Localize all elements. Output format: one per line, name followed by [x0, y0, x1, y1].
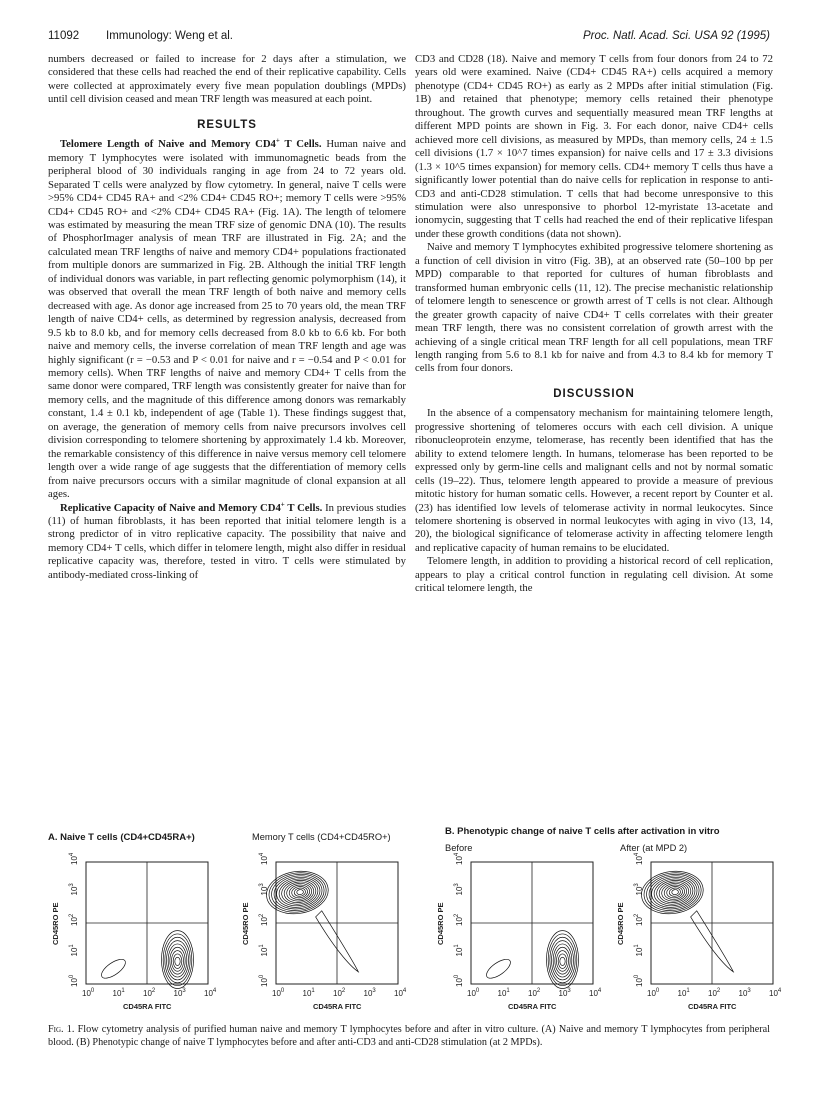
y-tick-label: $10^4$ [259, 852, 269, 865]
memory-plot-title: Memory T cells (CD4+CD45RO+) [252, 832, 391, 842]
y-tick-label: $10^4$ [634, 852, 644, 865]
x-tick-label: $10^3$ [173, 988, 186, 998]
figure-caption [48, 1024, 770, 1049]
x-axis-label: CD45RA FITC [688, 1002, 737, 1011]
contour-line [175, 957, 180, 965]
caption-label: Fig. 1. [48, 1024, 75, 1035]
x-tick-label: $10^0$ [647, 988, 660, 998]
contour-line [560, 957, 565, 965]
right-paragraph-4: Telomere length, in addition to providing a historical record of cell replication, appears to play a critical control function in regulating cell division. At some critical telomere length, the [415, 555, 773, 595]
y-axis-label: CD45RO PE [51, 902, 60, 945]
flow-plot-naive-a [48, 850, 228, 1020]
x-tick-label: $10^3$ [558, 988, 571, 998]
y-tick-label: $10^0$ [259, 974, 269, 987]
x-tick-label: $10^4$ [769, 988, 782, 998]
contour-line [558, 954, 567, 968]
x-axis-label: CD45RA FITC [123, 1002, 172, 1011]
right-paragraph-3: In the absence of a compensatory mechanism for maintaining telomere length, progressive shortening of telomeres occurs with each cell division. A unique ribonucleoprotein enzyme, telomerase, has recently been identified that has the ability to extend telomere length. In humans, telomerase has been reported to be expressed only by germ-line cells and malignant cells and not by normal somatic cells (19–22). Thus, telomere length appeared to provide a measure of previous mitotic history for human somatic cells. However, a recent report by Counter et al. (23) has identified low levels of telomerase activity in normal leukocytes. Since telomere shortening is observed in normal leukocytes with aging in vivo (13, 14, 20), the biological significance of telomerase activity in affecting telomere length and replicative capacity of human remains to be elucidated. [415, 407, 773, 554]
contour-line [170, 947, 185, 974]
y-tick-label: $10^2$ [69, 913, 79, 926]
contour-line [484, 956, 514, 982]
discussion-heading: DISCUSSION [553, 387, 635, 400]
contour-line [548, 934, 577, 986]
telomere-heading: Telomere Length of Naive and Memory CD4+ T Cells. [60, 136, 322, 151]
right-paragraph-1: CD3 and CD28 (18). Naive and memory T cells from four donors from 24 to 72 years old were examined. Naive (CD4+ CD45 RA+) cells acquired a memory phenotype (CD4+ CD45 RO+) as early as 2 MPDs after initial stimulation (Fig. 1B) and retained that phenotype; memory cells retained their phenotype throughout. The growth curves and sequentially measured mean TRF lengths at different MPD points are shown in Fig. 3. For each donor, naive CD4+ cells achieved more cell divisions, as measured by MPDs, than memory cells, 24 ± 1.5 cell divisions (1.7 × 10^7 times expansion) for naive cells and 17 ± 3.3 divisions (1.3 × 10^5 times expansion) for memory cells. CD4+ memory T cells thus have a significantly lower potential than do naive cells for replication in response to anti-CD3 and anti-CD28 stimulation. T cells that had become unresponsive to this stimulation were also unresponsive to phorbol 12-myristate 13-acetate and ionomycin, suggesting that T cells had reached the end of their replicative lifespan under these growth conditions (data not shown). [415, 53, 773, 240]
x-tick-label: $10^0$ [467, 988, 480, 998]
x-tick-label: $10^0$ [82, 988, 95, 998]
panel-b-title: B. Phenotypic change of naive T cells after activation in vitro [445, 826, 720, 837]
x-tick-label: $10^2$ [528, 988, 541, 998]
y-tick-label: $10^1$ [259, 944, 269, 957]
x-tick-label: $10^3$ [363, 988, 376, 998]
contour-line [168, 944, 187, 977]
y-tick-label: $10^1$ [454, 944, 464, 957]
contour-line [296, 889, 303, 895]
after-label: After (at MPD 2) [620, 843, 688, 853]
y-axis-label: CD45RO PE [241, 902, 250, 945]
x-tick-label: $10^4$ [589, 988, 602, 998]
telomere-paragraph [48, 138, 406, 501]
replicative-heading: Replicative Capacity of Naive and Memory CD4+ T Cells. [60, 499, 323, 514]
flow-plot-before-b [433, 850, 613, 1020]
panel-a-title: A. Naive T cells (CD4+CD45RA+) [48, 832, 195, 843]
right-paragraph-2: Naive and memory T lymphocytes exhibited progressive telomere shortening as a function of cell division in vitro (Fig. 3B), at an observed rate (50–100 bp per MPD) comparable to that reported for cultures of human fibroblasts and transformed human embryonic cells (11, 12). The precise mechanistic relationship of telomere length to senescence or growth arrest of T cells is not clear. Although the greater growth capacity of naive CD4+ T cells correlates with their greater mean TRF length, there was no consistent correlation of growth arrest with the achieving of a single critical mean TRF length for all cell populations, mean TRF length ranging from 5.6 to 8.1 kb for naive and from 4.3 to 8.4 kb for memory T cells from four donors. [415, 241, 773, 375]
x-tick-label: $10^1$ [302, 988, 315, 998]
y-tick-label: $10^0$ [69, 974, 79, 987]
contour-line [671, 889, 678, 895]
x-tick-label: $10^2$ [333, 988, 346, 998]
y-tick-label: $10^1$ [634, 944, 644, 957]
y-axis-label: CD45RO PE [436, 902, 445, 945]
left-column [48, 53, 406, 582]
journal-citation: Proc. Natl. Acad. Sci. USA 92 (1995) [582, 30, 770, 42]
y-tick-label: $10^3$ [259, 883, 269, 896]
flow-plot-after-b [613, 850, 793, 1020]
page-header [48, 30, 770, 46]
caption-text: Flow cytometry analysis of purified human naive and memory T lymphocytes before and after in vitro culture. (A) Naive and memory T lymphocytes from peripheral blood. (B) Phenotypic change of naive T lymphocytes before and after anti-CD3 and anti-CD28 stimulation (at 2 MPDs). [48, 1024, 770, 1048]
y-tick-label: $10^1$ [69, 944, 79, 957]
flow-plot-memory-a [238, 850, 418, 1020]
x-axis-label: CD45RA FITC [508, 1002, 557, 1011]
contour-line [277, 876, 319, 908]
y-tick-label: $10^4$ [69, 852, 79, 865]
replicative-paragraph [48, 499, 406, 583]
contour-line [553, 944, 572, 977]
x-tick-label: $10^2$ [708, 988, 721, 998]
figure-1 [40, 826, 780, 1016]
contour-line [99, 956, 129, 982]
x-axis-label: CD45RA FITC [313, 1002, 362, 1011]
y-tick-label: $10^0$ [454, 974, 464, 987]
telomere-body: Human naive and memory T lymphocytes were isolated with immunomagnetic beads from the peripheral blood of 30 individuals ranging in age from 24 to 72 years old. Separated T cells were analyzed by flow cytometry. In general, naive T cells were >95% CD4+ CD45 RA+ and <2% CD4+ CD45 RO+; memory T cells were >95% CD4+ CD45 RO+ and <2% CD4+ CD45 RA+ (Fig. 1A). The length of telomere was estimated by measuring the mean TRF size of genomic DNA (10). The results of PhosphorImager analysis of mean TRF are illustrated in Fig. 2A; and the calculated mean TRF lengths of naive and memory CD4+ populations fractionated from multiple donors are summarized in Fig. 2B. Although the initial TRF length of individual donors was variable, in part reflecting genomic polymorphism (14), it was observed that overall the mean TRF length of both naive and memory cells decreased with age. As donor age increased from 25 to 70 years old, the mean TRF length of naive CD4+ cells, as determined by regression analysis, decreased from 9.5 kb to 8.0 kb, and for memory cells decreased from 8.0 kb to 6.6 kb. For both naive and memory cells, the inverse correlation of mean TRF length and age was highly significant (r = −0.53 and P < 0.01 for naive and r = −0.54 and P < 0.01 for memory cells). When TRF lengths of naive and memory CD4+ T cells from the same donor were compared, TRF length was consistently greater for naive than for memory cells, and the magnitude of this difference among donors was remarkably constant, 1.4 ± 0.1 kb, independent of age (Table 1). These findings suggest that, on average, the generation of memory cells from naive precursors involves cell division corresponding to telomere shortening by approximately 1.4 kb. Moreover, the remarkable consistency of this difference in naive versus memory cell telomere length over a wide range of age suggests that the differentiation of memory cells from naive precursors occurs with a similar magnitude of clonal expansion at all ages. [48, 138, 406, 501]
x-tick-label: $10^1$ [112, 988, 125, 998]
right-column [415, 53, 773, 596]
contour-line [173, 954, 182, 968]
x-tick-label: $10^2$ [143, 988, 156, 998]
page-number: 11092 [48, 30, 80, 42]
x-tick-label: $10^1$ [497, 988, 510, 998]
contour-line [652, 876, 694, 908]
x-tick-label: $10^0$ [272, 988, 285, 998]
intro-paragraph: numbers decreased or failed to increase for 2 days after a stimulation, we considered that these cells had reached the end of their replicative capability. Cells were collected at approximately every five mean population doublings (MPDs) until cell division ceased and mean TRF length was measured at each point. [48, 53, 406, 106]
running-title: Immunology: Weng et al. [106, 30, 233, 42]
x-tick-label: $10^4$ [394, 988, 407, 998]
contour-line [669, 887, 681, 897]
y-tick-label: $10^4$ [454, 852, 464, 865]
x-tick-label: $10^4$ [204, 988, 217, 998]
y-tick-label: $10^2$ [634, 913, 644, 926]
y-tick-label: $10^2$ [454, 913, 464, 926]
y-tick-label: $10^3$ [454, 883, 464, 896]
y-tick-label: $10^2$ [259, 913, 269, 926]
y-tick-label: $10^3$ [69, 883, 79, 896]
contour-line [555, 947, 570, 974]
results-heading: RESULTS [197, 118, 257, 131]
before-label: Before [445, 843, 473, 853]
x-tick-label: $10^1$ [677, 988, 690, 998]
y-tick-label: $10^3$ [634, 883, 644, 896]
replicative-body: In previous studies (11) of human fibroblasts, it has been reported that initial telomere length is a strong predictor of in vitro replicative capacity. The possibility that naive and memory CD4+ T cells, which differ in telomere length, might also differ in residual replicative capacity was, therefore, tested in vitro. T cells were stimulated by antibody-mediated cross-linking of [48, 501, 406, 581]
contour-line [163, 934, 192, 986]
contour-line [294, 887, 306, 897]
y-axis-label: CD45RO PE [616, 902, 625, 945]
y-tick-label: $10^0$ [634, 974, 644, 987]
x-tick-label: $10^3$ [738, 988, 751, 998]
